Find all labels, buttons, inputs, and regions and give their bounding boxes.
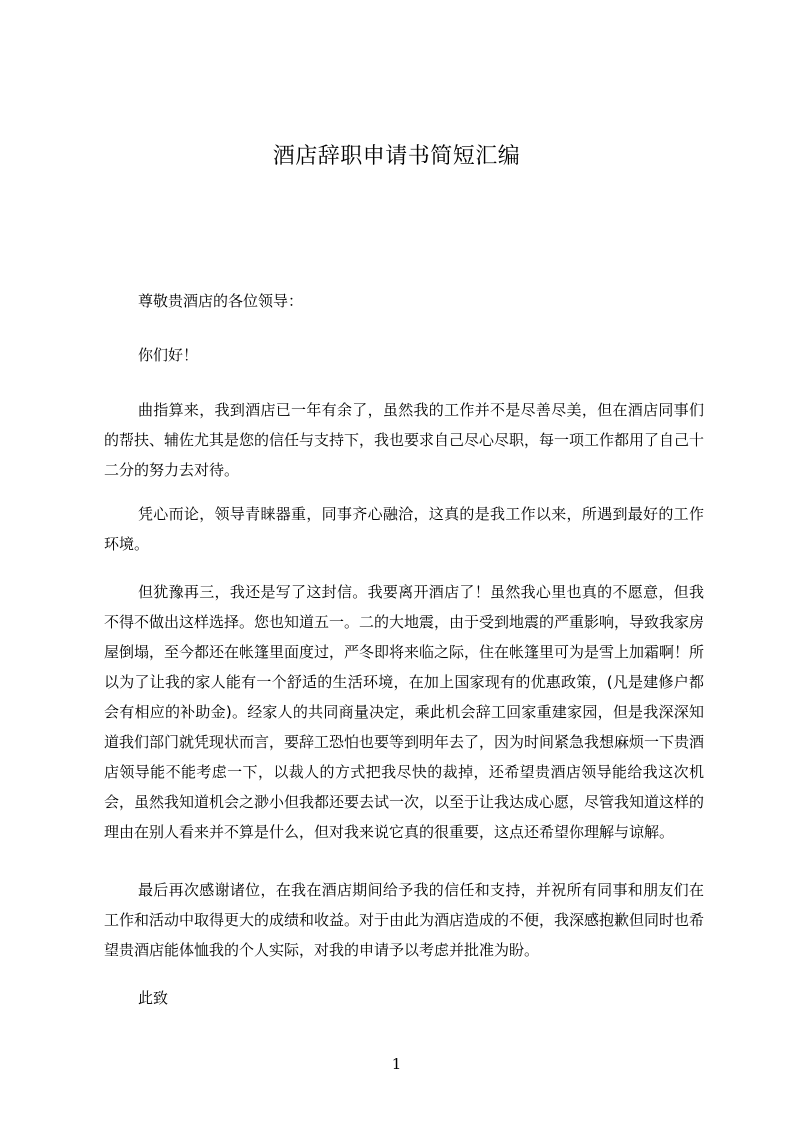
salutation: 尊敬贵酒店的各位领导： (138, 292, 304, 310)
paragraph-4: 最后再次感谢诸位，在我在酒店期间给予我的信任和支持，并祝所有同事和朋友们在工作和活动中取得更大的成绩和收益。对于由此为酒店造成的不便，我深感抱歉但同时也希望贵酒店能体恤我的个人实际，对我的申请予以考虑并批准为盼。 (104, 881, 705, 959)
document-title: 酒店辞职申请书简短汇编 (272, 144, 521, 169)
paragraph-2: 凭心而论，领导青睐器重，同事齐心融洽，这真的是我工作以来，所遇到最好的工作环境。 (104, 505, 704, 553)
greeting: 你们好！ (138, 346, 199, 364)
paragraph-3: 但犹豫再三，我还是写了这封信。我要离开酒店了！虽然我心里也真的不愿意，但我不得不做出这样选择。您也知道五一。二的大地震，由于受到地震的严重影响，导致我家房屋倒塌，至今都还在帐篷里面度过，严冬即将来临之际，住在帐篷里可为是雪上加霜啊！所以为了让我的家人能有一个舒适的生活环境，在加上国家现有的优惠政策，(凡是建修户都会有相应的补助金)。经家人的共同商量决定，乘此机会辞工回家重建家园，但是我深深知道我们部门就凭现状而言，要辞工恐怕也要等到明年去了，因为时间紧急我想麻烦一下贵酒店领导能不能考虑一下，以裁人的方式把我尽快的裁掉，还希望贵酒店领导能给我这次机会，虽然我知道机会之渺小但我都还要去试一次，以至于让我达成心愿，尽管我知道这样的理由在别人看来并不算是什么，但对我来说它真的很重要，这点还希望你理解与谅解。 (104, 583, 705, 841)
paragraph-1: 曲指算来，我到酒店已一年有余了，虽然我的工作并不是尽善尽美，但在酒店同事们的帮扶、辅佐尤其是您的信任与支持下，我也要求自己尽心尽职，每一项工作都用了自己十二分的努力去对待。 (104, 401, 705, 479)
page-number: 1 (391, 1055, 402, 1073)
closing: 此致 (138, 989, 169, 1007)
